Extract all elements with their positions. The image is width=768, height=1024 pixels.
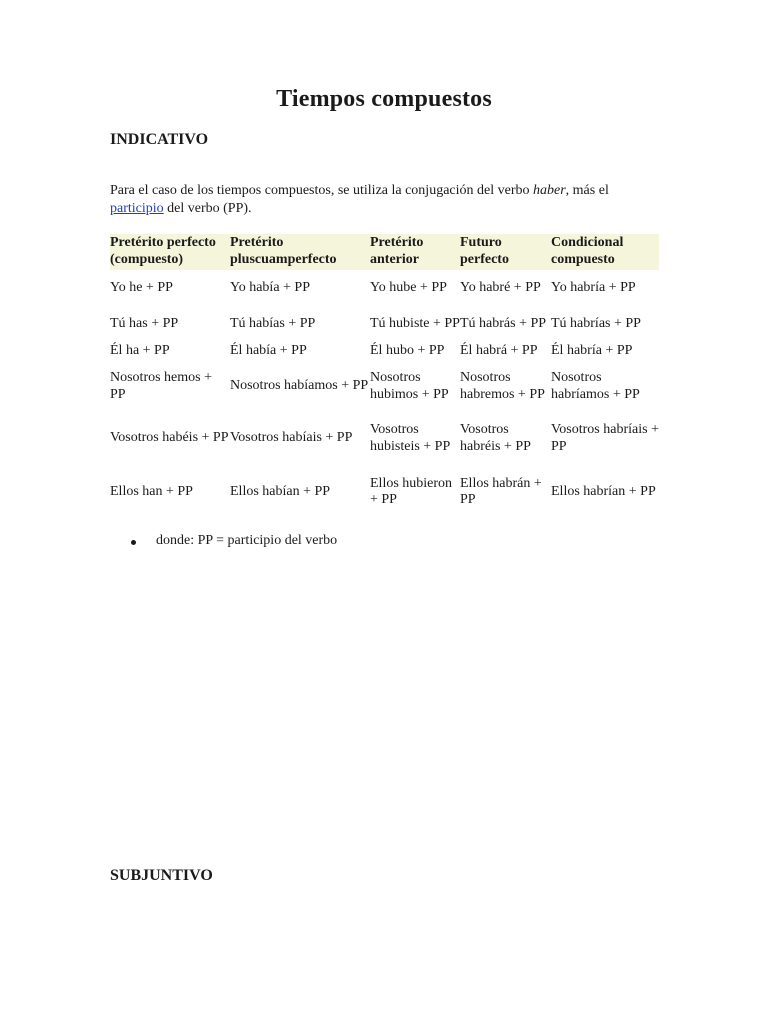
participio-link[interactable]: participio [110, 201, 164, 216]
header-pluscuamperfecto: Pretérito pluscuamperfecto [230, 235, 337, 267]
table-cell: Vosotros habréis + PP [460, 422, 531, 454]
intro-verb: haber [533, 183, 566, 198]
table-cell: Vosotros habíais + PP [230, 430, 353, 446]
header-preterito-anterior: Pretérito anterior [370, 235, 424, 267]
table-row [110, 361, 659, 412]
table-cell: Yo habría + PP [551, 279, 636, 295]
header-preterito-perfecto: Pretérito perfecto (compuesto) [110, 235, 216, 267]
table-cell: Tú hubiste + PP [370, 315, 460, 331]
note-text: donde: PP = participio del verbo [156, 533, 338, 548]
table-cell: Nosotros habríamos + PP [551, 370, 640, 402]
table-row [110, 412, 659, 465]
section-heading-subjuntivo: SUBJUNTIVO [110, 867, 213, 884]
table-cell: Yo habré + PP [460, 279, 541, 295]
table-cell: Nosotros habremos + PP [460, 370, 545, 402]
table-cell: Tú habrás + PP [460, 315, 547, 331]
header-futuro-perfecto: Futuro perfecto [460, 235, 509, 267]
table-cell: Ellos habrían + PP [551, 483, 656, 499]
table-row [110, 306, 659, 342]
table-row [110, 270, 659, 306]
tiempos-compuestos-table [110, 234, 659, 519]
table-cell: Yo hube + PP [370, 279, 447, 295]
table-cell: Ellos habían + PP [230, 483, 331, 499]
section-heading-indicativo: INDICATIVO [110, 131, 209, 148]
table-cell: Nosotros habíamos + PP [230, 378, 369, 394]
table-cell: Nosotros hubimos + PP [370, 370, 449, 402]
intro-text-3: del verbo (PP). [163, 201, 252, 216]
table-cell: Ellos hubieron + PP [370, 475, 453, 507]
table-cell: Él ha + PP [110, 343, 170, 359]
table-cell: Tú has + PP [110, 315, 179, 331]
table-cell: Él habría + PP [551, 343, 633, 359]
table-row [110, 342, 659, 361]
list-item [110, 533, 337, 549]
table-cell: Tú habrías + PP [551, 315, 641, 331]
table-row [110, 465, 659, 519]
table-cell: Ellos habrán + PP [460, 475, 542, 507]
table-header-row [110, 234, 659, 270]
table-cell: Nosotros hemos + PP [110, 370, 213, 402]
header-condicional-compuesto: Condicional compuesto [551, 235, 624, 267]
table-cell: Yo he + PP [110, 279, 173, 295]
table-cell: Él hubo + PP [370, 343, 445, 359]
intro-paragraph [110, 182, 662, 218]
table-cell: Él habrá + PP [460, 343, 538, 359]
table-cell: Vosotros habríais + PP [551, 422, 659, 454]
page-title: Tiempos compuestos [276, 86, 492, 112]
intro-text-2: , más el [565, 183, 609, 198]
table-cell: Vosotros hubisteis + PP [370, 422, 451, 454]
table-cell: Yo había + PP [230, 279, 310, 295]
table-cell: Vosotros habéis + PP [110, 430, 229, 446]
table-cell: Tú habías + PP [230, 315, 316, 331]
intro-text-1: Para el caso de los tiempos compuestos, se utiliza la conjugación del verbo [110, 183, 533, 198]
table-cell: Ellos han + PP [110, 483, 193, 499]
notes-list [110, 533, 337, 549]
bullet-icon [131, 540, 136, 545]
table-cell: Él había + PP [230, 343, 307, 359]
